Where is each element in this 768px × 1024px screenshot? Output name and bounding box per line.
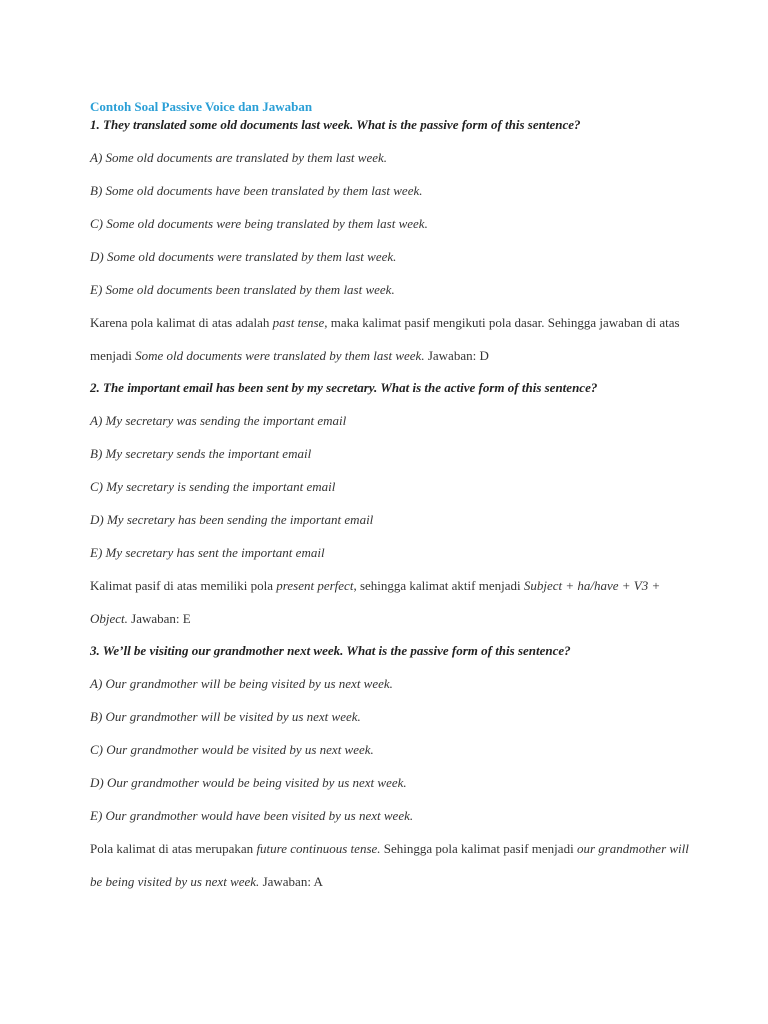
explanation-term: future continuous tense.	[256, 841, 381, 856]
explanation-term: past tense	[272, 315, 325, 330]
question-block-2	[90, 379, 690, 635]
answer-option-a: A) My secretary was sending the important email	[90, 413, 347, 428]
question-text: 1. They translated some old documents last week. What is the passive form of this sentence?	[90, 117, 581, 132]
explanation-text: Karena pola kalimat di atas adalah	[90, 315, 273, 330]
answer-explanation	[90, 306, 690, 372]
explanation-text: , maka kalimat pasif mengikuti pola dasar. Sehingga jawaban di atas menjadi	[90, 315, 680, 363]
answer-option-b: B) Our grandmother will be visited by us next week.	[90, 709, 361, 724]
document-body	[90, 98, 690, 905]
answer-option-e: E) Our grandmother would have been visited by us next week.	[90, 808, 414, 823]
answer-option-b: B) Some old documents have been translated by them last week.	[90, 183, 423, 198]
document-title: Contoh Soal Passive Voice dan Jawaban	[90, 99, 313, 114]
answer-option-c: C) Our grandmother would be visited by us next week.	[90, 742, 374, 757]
answer-key: Jawaban: A	[259, 874, 323, 889]
answer-key: Jawaban: D	[424, 348, 489, 363]
explanation-term: present perfect	[276, 578, 354, 593]
explanation-text: Kalimat pasif di atas memiliki pola	[90, 578, 277, 593]
explanation-text: Sehingga pola kalimat pasif menjadi	[380, 841, 577, 856]
answer-option-d: D) Some old documents were translated by them last week.	[90, 249, 397, 264]
answer-explanation	[90, 832, 690, 898]
answer-option-d: D) My secretary has been sending the important email	[90, 512, 374, 527]
question-block-3	[90, 642, 690, 898]
answer-option-b: B) My secretary sends the important email	[90, 446, 312, 461]
answer-explanation	[90, 569, 690, 635]
question-block-1	[90, 116, 690, 372]
answer-option-c: C) My secretary is sending the important email	[90, 479, 336, 494]
answer-option-e: E) My secretary has sent the important email	[90, 545, 325, 560]
question-text: 2. The important email has been sent by my secretary. What is the active form of this sentence?	[90, 380, 598, 395]
explanation-example: Subject + ha/have + V3 + Object.	[90, 578, 661, 626]
explanation-example: Some old documents were translated by them last week.	[135, 348, 425, 363]
answer-option-a: A) Our grandmother will be being visited by us next week.	[90, 676, 393, 691]
answer-option-e: E) Some old documents been translated by them last week.	[90, 282, 395, 297]
answer-option-a: A) Some old documents are translated by them last week.	[90, 150, 388, 165]
answer-key: Jawaban: E	[127, 611, 191, 626]
answer-option-c: C) Some old documents were being translated by them last week.	[90, 216, 428, 231]
explanation-text: Pola kalimat di atas merupakan	[90, 841, 257, 856]
explanation-text: , sehingga kalimat aktif menjadi	[353, 578, 524, 593]
explanation-example: our grandmother will be being visited by us next week.	[90, 841, 689, 889]
question-text: 3. We’ll be visiting our grandmother next week. What is the passive form of this sentence?	[90, 643, 571, 658]
answer-option-d: D) Our grandmother would be being visited by us next week.	[90, 775, 407, 790]
